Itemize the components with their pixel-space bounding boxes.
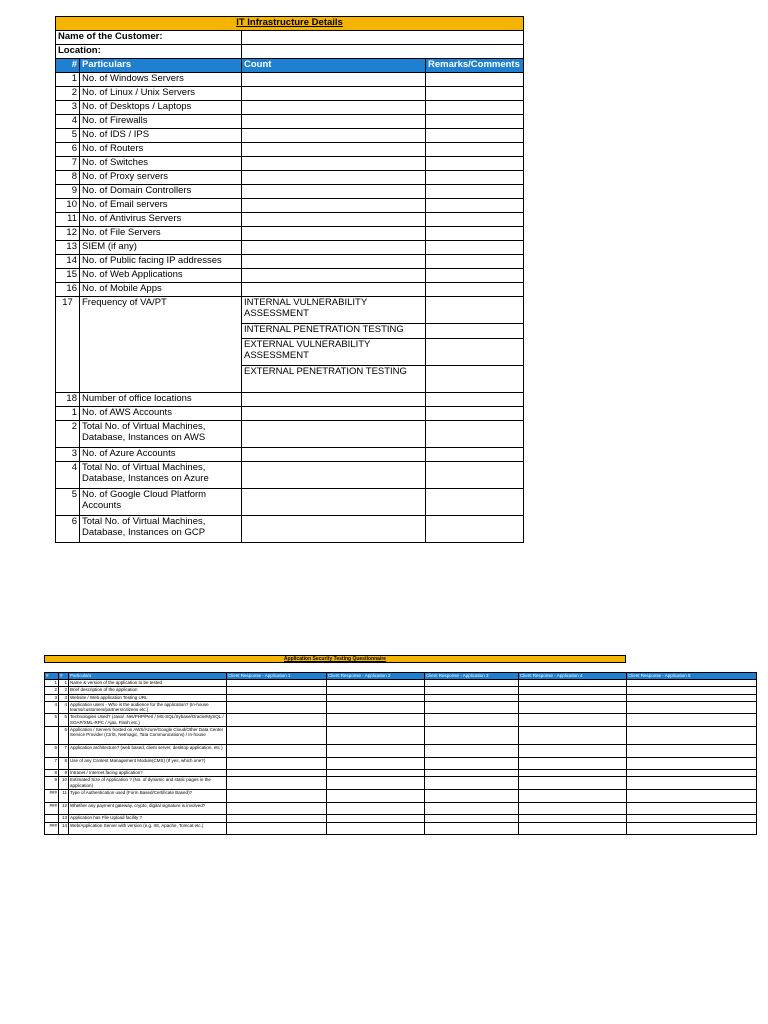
row-number: 2 xyxy=(56,87,80,101)
row-particular: No. of Domain Controllers xyxy=(80,185,242,199)
table-row xyxy=(56,101,524,115)
response-cell[interactable] xyxy=(519,757,627,770)
column-header: # xyxy=(59,673,69,680)
row-particular: Estimated Size of Application ? (No. of dynamic and static pages in the application) xyxy=(69,777,227,790)
row-particular: SIEM (if any) xyxy=(80,241,242,255)
row-number: 7 xyxy=(59,744,69,757)
row-number: 11 xyxy=(59,790,69,803)
row-particular: No. of Azure Accounts xyxy=(80,448,242,462)
row-number: 5 xyxy=(59,714,69,727)
row-particular: No. of Desktops / Laptops xyxy=(80,101,242,115)
response-cell[interactable] xyxy=(227,701,327,714)
response-cell[interactable] xyxy=(627,687,757,694)
row-number: 6 xyxy=(59,727,69,745)
row-index: 2 xyxy=(45,687,59,694)
response-cell[interactable] xyxy=(327,727,425,745)
row-number: 10 xyxy=(59,777,69,790)
row-index: ### xyxy=(45,790,59,803)
row-number: 5 xyxy=(56,129,80,143)
response-cell[interactable] xyxy=(519,815,627,822)
response-cell[interactable] xyxy=(627,680,757,687)
response-cell[interactable] xyxy=(627,790,757,803)
remarks-cell[interactable] xyxy=(426,448,524,462)
response-cell[interactable] xyxy=(425,802,519,815)
row-number: 8 xyxy=(59,757,69,770)
table-row xyxy=(56,185,524,199)
table-row xyxy=(45,757,757,770)
remarks-cell[interactable] xyxy=(426,115,524,129)
count-cell[interactable] xyxy=(242,101,426,115)
response-cell[interactable] xyxy=(519,790,627,803)
table-row xyxy=(56,143,524,157)
row-particular: Frequency of VA/PT xyxy=(80,297,242,393)
table-row xyxy=(56,241,524,255)
remarks-cell[interactable] xyxy=(426,516,524,543)
row-index: 5 xyxy=(45,714,59,727)
remarks-cell[interactable] xyxy=(426,171,524,185)
row-particular: Technologies Used? (Java/ .Net/PHP/Perl / MS-SQL/Sybase/Oracle/MySQL / SOAP/XML-RPC / Ajax, Flash etc.) xyxy=(69,714,227,727)
response-cell[interactable] xyxy=(227,744,327,757)
freq-item: EXTERNAL VULNERABILITY ASSESSMENT xyxy=(242,339,426,366)
remarks-cell[interactable] xyxy=(426,87,524,101)
row-particular: Website / Web application Testing URL xyxy=(69,694,227,701)
count-cell[interactable] xyxy=(242,115,426,129)
response-cell[interactable] xyxy=(425,757,519,770)
row-index: 7 xyxy=(45,757,59,770)
row-number: 13 xyxy=(56,241,80,255)
row-particular: Brief description of the application xyxy=(69,687,227,694)
column-header: # xyxy=(56,59,80,73)
response-cell[interactable] xyxy=(519,777,627,790)
response-cell[interactable] xyxy=(327,680,425,687)
count-cell[interactable] xyxy=(242,462,426,489)
row-number: 17 xyxy=(56,297,80,393)
row-index xyxy=(45,815,59,822)
row-particular: Application has File Upload facility ? xyxy=(69,815,227,822)
count-cell[interactable] xyxy=(242,185,426,199)
row-index: 8 xyxy=(45,770,59,777)
row-particular: No. of Antivirus Servers xyxy=(80,213,242,227)
row-number: 3 xyxy=(59,694,69,701)
row-particular: No. of Google Cloud Platform Accounts xyxy=(80,489,242,516)
row-index: 6 xyxy=(45,744,59,757)
response-cell[interactable] xyxy=(425,777,519,790)
row-number: 11 xyxy=(56,213,80,227)
row-number: 9 xyxy=(56,185,80,199)
table-row xyxy=(45,727,757,745)
row-particular: Total No. of Virtual Machines, Database, Instances on GCP xyxy=(80,516,242,543)
appsec-title: Application Security Testing Questionnaire xyxy=(44,655,626,663)
row-number: 10 xyxy=(56,199,80,213)
row-number: 15 xyxy=(56,269,80,283)
table-row xyxy=(45,714,757,727)
it-infrastructure-table xyxy=(55,16,524,543)
table-row xyxy=(56,227,524,241)
row-particular: Number of office locations xyxy=(80,393,242,407)
response-cell[interactable] xyxy=(627,802,757,815)
remarks-cell[interactable] xyxy=(426,297,524,324)
row-number: 4 xyxy=(56,115,80,129)
count-cell[interactable] xyxy=(242,213,426,227)
row-number: 8 xyxy=(56,171,80,185)
row-number: 4 xyxy=(59,701,69,714)
table-row xyxy=(56,489,524,516)
remarks-cell[interactable] xyxy=(426,462,524,489)
table-row xyxy=(56,462,524,489)
row-number: 3 xyxy=(56,448,80,462)
column-header: # xyxy=(45,673,59,680)
response-cell[interactable] xyxy=(627,777,757,790)
table-row xyxy=(56,129,524,143)
remarks-cell[interactable] xyxy=(426,73,524,87)
row-number: 1 xyxy=(56,73,80,87)
table-row xyxy=(45,822,757,835)
row-number: 9 xyxy=(59,770,69,777)
row-particular: No. of File Servers xyxy=(80,227,242,241)
table-row xyxy=(56,448,524,462)
response-cell[interactable] xyxy=(627,757,757,770)
table-row xyxy=(56,393,524,407)
remarks-cell[interactable] xyxy=(426,199,524,213)
table-row xyxy=(56,283,524,297)
remarks-cell[interactable] xyxy=(426,324,524,339)
row-particular: Name & version of the application to be tested xyxy=(69,680,227,687)
row-particular: No. of Switches xyxy=(80,157,242,171)
table-row xyxy=(45,701,757,714)
remarks-cell[interactable] xyxy=(426,143,524,157)
response-cell[interactable] xyxy=(425,680,519,687)
response-cell[interactable] xyxy=(519,822,627,835)
row-particular: No. of Web Applications xyxy=(80,269,242,283)
count-cell[interactable] xyxy=(242,157,426,171)
table-row xyxy=(56,407,524,421)
response-cell[interactable] xyxy=(425,687,519,694)
row-particular: Use of any Content Management Module(CMS) (If yes, which one?) xyxy=(69,757,227,770)
response-cell[interactable] xyxy=(627,701,757,714)
row-index: 9 xyxy=(45,777,59,790)
row-number: 12 xyxy=(59,802,69,815)
response-cell[interactable] xyxy=(425,822,519,835)
remarks-cell[interactable] xyxy=(426,407,524,421)
response-cell[interactable] xyxy=(327,777,425,790)
response-cell[interactable] xyxy=(327,770,425,777)
table-row xyxy=(56,87,524,101)
count-cell[interactable] xyxy=(242,393,426,407)
count-cell[interactable] xyxy=(242,199,426,213)
row-index: 3 xyxy=(45,694,59,701)
response-cell[interactable] xyxy=(425,701,519,714)
response-cell[interactable] xyxy=(425,744,519,757)
table-row xyxy=(56,516,524,543)
row-number: 3 xyxy=(56,101,80,115)
row-particular: No. of Linux / Unix Servers xyxy=(80,87,242,101)
row-index: ### xyxy=(45,822,59,835)
remarks-cell[interactable] xyxy=(426,185,524,199)
location-label: Location: xyxy=(56,45,242,59)
response-cell[interactable] xyxy=(227,770,327,777)
row-particular: Whether any payment gateway, crypto, digital signature is involved? xyxy=(69,802,227,815)
row-particular: No. of Public facing IP addresses xyxy=(80,255,242,269)
row-particular: Total No. of Virtual Machines, Database, Instances on AWS xyxy=(80,421,242,448)
remarks-cell[interactable] xyxy=(426,393,524,407)
response-cell[interactable] xyxy=(425,790,519,803)
count-cell[interactable] xyxy=(242,129,426,143)
response-cell[interactable] xyxy=(327,757,425,770)
response-cell[interactable] xyxy=(227,680,327,687)
response-cell[interactable] xyxy=(425,815,519,822)
remarks-cell[interactable] xyxy=(426,213,524,227)
response-cell[interactable] xyxy=(627,727,757,745)
response-cell[interactable] xyxy=(425,714,519,727)
response-cell[interactable] xyxy=(227,694,327,701)
remarks-cell[interactable] xyxy=(426,227,524,241)
response-cell[interactable] xyxy=(327,701,425,714)
response-cell[interactable] xyxy=(327,790,425,803)
count-cell[interactable] xyxy=(242,143,426,157)
row-index: ### xyxy=(45,802,59,815)
row-number: 1 xyxy=(56,407,80,421)
row-number: 6 xyxy=(56,516,80,543)
response-cell[interactable] xyxy=(519,694,627,701)
column-header: Particulars xyxy=(69,673,227,680)
table-row xyxy=(56,255,524,269)
response-cell[interactable] xyxy=(627,694,757,701)
response-cell[interactable] xyxy=(425,727,519,745)
table-row xyxy=(56,269,524,283)
response-cell[interactable] xyxy=(519,727,627,745)
customer-label: Name of the Customer: xyxy=(56,31,242,45)
row-particular: Application architecture? (web based, client server, desktop application, etc ) xyxy=(69,744,227,757)
response-cell[interactable] xyxy=(519,714,627,727)
table-row xyxy=(45,687,757,694)
remarks-cell[interactable] xyxy=(426,339,524,366)
response-cell[interactable] xyxy=(519,701,627,714)
row-number: 14 xyxy=(59,822,69,835)
response-cell[interactable] xyxy=(327,687,425,694)
count-cell[interactable] xyxy=(242,255,426,269)
row-particular: Application / Servers hosted on AWS/Azure/Google Cloud/Other Data Center Service Provider (CtrlS, Netmagic, Tata Communications) / In-house xyxy=(69,727,227,745)
count-cell[interactable] xyxy=(242,421,426,448)
row-index: 4 xyxy=(45,701,59,714)
row-particular: Type of Authentication used (Form Based/Certificate Based)? xyxy=(69,790,227,803)
response-cell[interactable] xyxy=(227,757,327,770)
table-row xyxy=(45,790,757,803)
count-cell[interactable] xyxy=(242,171,426,185)
count-cell[interactable] xyxy=(242,269,426,283)
response-cell[interactable] xyxy=(519,687,627,694)
table-row xyxy=(56,171,524,185)
application-security-table xyxy=(44,672,757,835)
row-number: 2 xyxy=(56,421,80,448)
table-row xyxy=(45,802,757,815)
remarks-cell[interactable] xyxy=(426,241,524,255)
customer-value[interactable] xyxy=(242,31,524,45)
remarks-cell[interactable] xyxy=(426,269,524,283)
row-number: 13 xyxy=(59,815,69,822)
table-row xyxy=(56,157,524,171)
response-cell[interactable] xyxy=(327,744,425,757)
remarks-cell[interactable] xyxy=(426,489,524,516)
response-cell[interactable] xyxy=(327,815,425,822)
remarks-cell[interactable] xyxy=(426,255,524,269)
response-cell[interactable] xyxy=(425,770,519,777)
infra-title: IT Infrastructure Details xyxy=(56,17,524,31)
count-cell[interactable] xyxy=(242,489,426,516)
table-row xyxy=(45,815,757,822)
row-particular: No. of Windows Servers xyxy=(80,73,242,87)
row-index: 1 xyxy=(45,680,59,687)
table-row xyxy=(56,73,524,87)
response-cell[interactable] xyxy=(519,680,627,687)
row-particular: No. of Mobile Apps xyxy=(80,283,242,297)
table-row xyxy=(45,744,757,757)
response-cell[interactable] xyxy=(519,802,627,815)
count-cell[interactable] xyxy=(242,407,426,421)
column-header: Remarks/Comments xyxy=(426,59,524,73)
row-particular: Intranet / Internet facing application? xyxy=(69,770,227,777)
response-cell[interactable] xyxy=(627,744,757,757)
response-cell[interactable] xyxy=(227,802,327,815)
response-cell[interactable] xyxy=(327,694,425,701)
count-cell[interactable] xyxy=(242,73,426,87)
remarks-cell[interactable] xyxy=(426,421,524,448)
response-cell[interactable] xyxy=(327,714,425,727)
count-cell[interactable] xyxy=(242,87,426,101)
row-number: 4 xyxy=(56,462,80,489)
response-cell[interactable] xyxy=(327,822,425,835)
column-header: Client Response - Application 3 xyxy=(425,673,519,680)
row-number: 18 xyxy=(56,393,80,407)
column-header: Particulars xyxy=(80,59,242,73)
response-cell[interactable] xyxy=(627,770,757,777)
response-cell[interactable] xyxy=(627,714,757,727)
remarks-cell[interactable] xyxy=(426,283,524,297)
table-row xyxy=(56,199,524,213)
row-number: 1 xyxy=(59,680,69,687)
row-particular: Web/Application Server with version (e.g. IIS, Apache, Tomcat etc.) xyxy=(69,822,227,835)
response-cell[interactable] xyxy=(327,802,425,815)
response-cell[interactable] xyxy=(425,694,519,701)
row-particular: No. of IDS / IPS xyxy=(80,129,242,143)
column-header: Client Response - Application 4 xyxy=(519,673,627,680)
response-cell[interactable] xyxy=(227,790,327,803)
response-cell[interactable] xyxy=(627,822,757,835)
table-row xyxy=(45,777,757,790)
freq-item: EXTERNAL PENETRATION TESTING xyxy=(242,366,426,393)
count-cell[interactable] xyxy=(242,283,426,297)
response-cell[interactable] xyxy=(227,822,327,835)
column-header: Client Response - Application 5 xyxy=(627,673,757,680)
response-cell[interactable] xyxy=(627,815,757,822)
row-particular: No. of Firewalls xyxy=(80,115,242,129)
freq-item: INTERNAL VULNERABILITY ASSESSMENT xyxy=(242,297,426,324)
table-row xyxy=(56,421,524,448)
row-particular: No. of Email servers xyxy=(80,199,242,213)
row-particular: No. of Proxy servers xyxy=(80,171,242,185)
column-header: Client Response - Application 2 xyxy=(327,673,425,680)
response-cell[interactable] xyxy=(227,777,327,790)
location-value[interactable] xyxy=(242,45,524,59)
table-row xyxy=(45,680,757,687)
row-number: 12 xyxy=(56,227,80,241)
column-header: Client Response - Application 1 xyxy=(227,673,327,680)
freq-item: INTERNAL PENETRATION TESTING xyxy=(242,324,426,339)
row-number: 5 xyxy=(56,489,80,516)
row-particular: Application users - Who is the audience for the application? (In-house teams/customers/partners/citizens etc.) xyxy=(69,701,227,714)
row-particular: Total No. of Virtual Machines, Database, Instances on Azure xyxy=(80,462,242,489)
count-cell[interactable] xyxy=(242,516,426,543)
row-number: 6 xyxy=(56,143,80,157)
remarks-cell[interactable] xyxy=(426,366,524,393)
table-row xyxy=(45,694,757,701)
row-index xyxy=(45,727,59,745)
response-cell[interactable] xyxy=(519,744,627,757)
row-number: 7 xyxy=(56,157,80,171)
row-particular: No. of AWS Accounts xyxy=(80,407,242,421)
row-number: 16 xyxy=(56,283,80,297)
remarks-cell[interactable] xyxy=(426,157,524,171)
count-cell[interactable] xyxy=(242,227,426,241)
response-cell[interactable] xyxy=(227,727,327,745)
remarks-cell[interactable] xyxy=(426,129,524,143)
response-cell[interactable] xyxy=(227,815,327,822)
response-cell[interactable] xyxy=(227,687,327,694)
count-cell[interactable] xyxy=(242,241,426,255)
row-particular: No. of Routers xyxy=(80,143,242,157)
table-row xyxy=(45,770,757,777)
table-row xyxy=(56,213,524,227)
response-cell[interactable] xyxy=(227,714,327,727)
row-number: 14 xyxy=(56,255,80,269)
freq-row xyxy=(56,297,524,324)
column-header: Count xyxy=(242,59,426,73)
remarks-cell[interactable] xyxy=(426,101,524,115)
row-number: 2 xyxy=(59,687,69,694)
table-row xyxy=(56,115,524,129)
count-cell[interactable] xyxy=(242,448,426,462)
response-cell[interactable] xyxy=(519,770,627,777)
